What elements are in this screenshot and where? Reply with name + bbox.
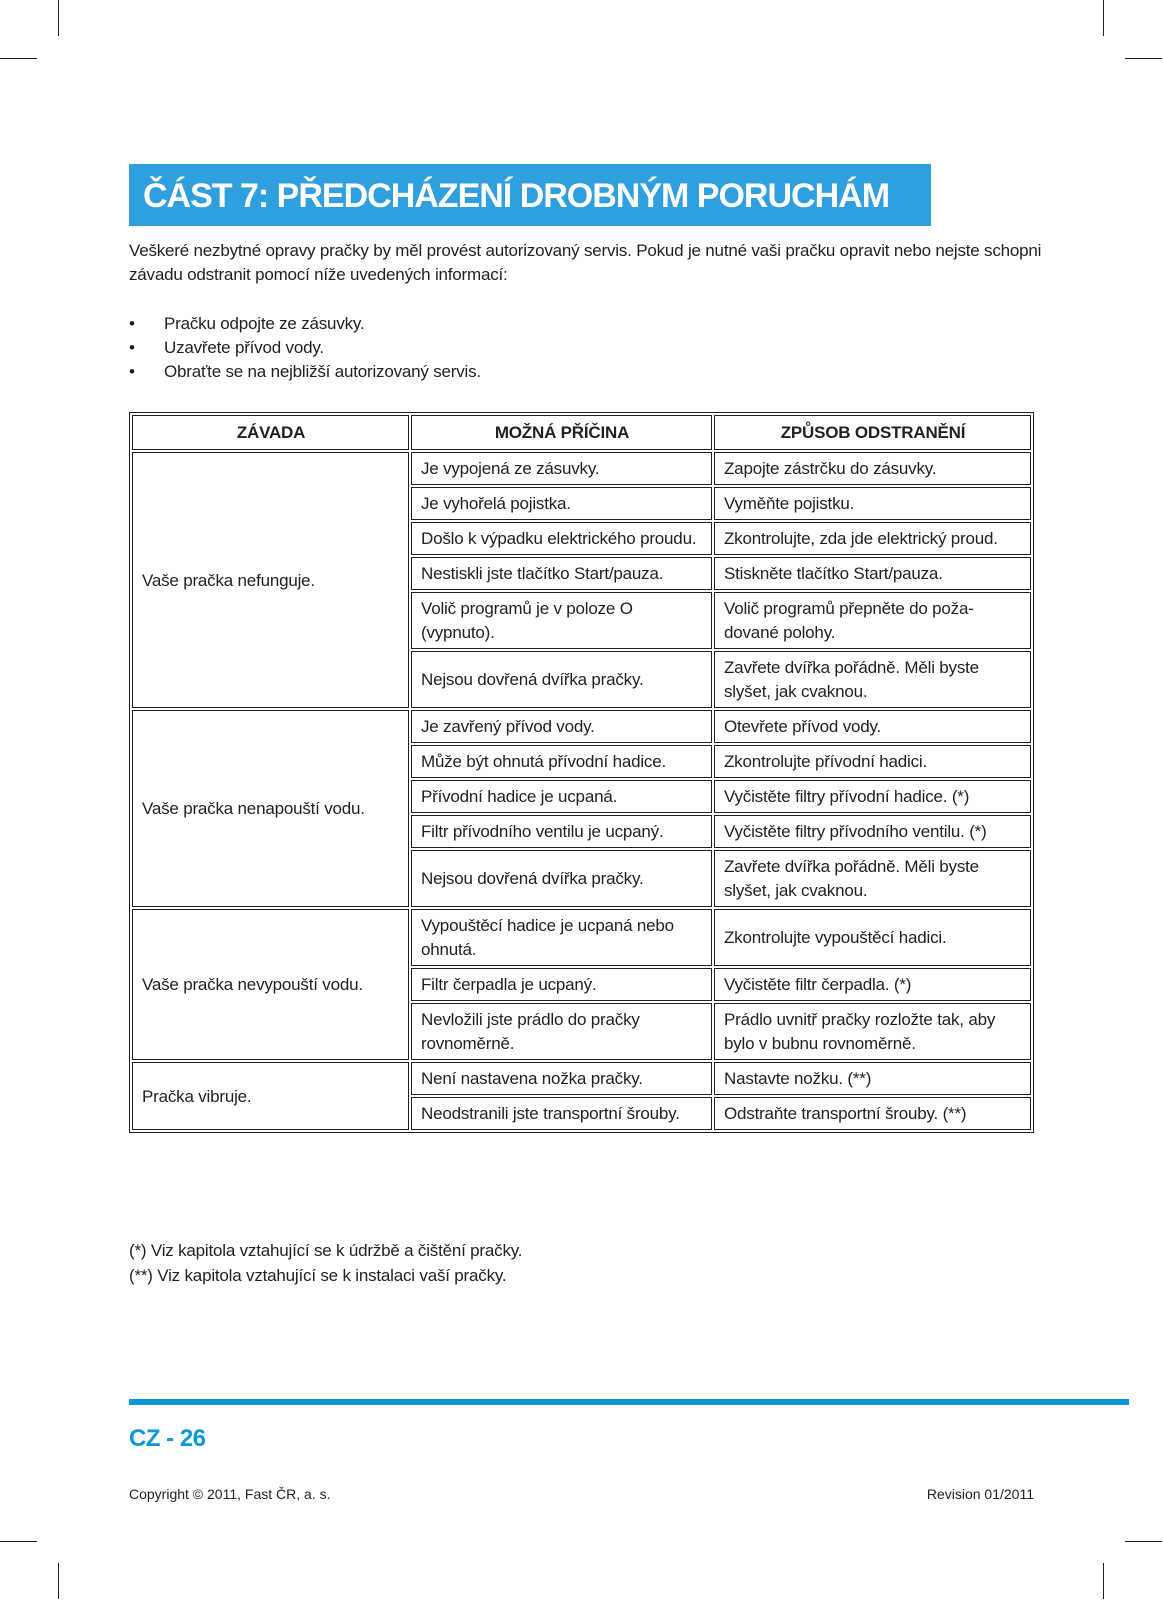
list-item: • Pračku odpojte ze zásuvky. bbox=[129, 312, 481, 336]
remedy-cell: Stiskněte tlačítko Start/pauza. bbox=[714, 557, 1031, 590]
remedy-cell: Zapojte zástrčku do zásuvky. bbox=[714, 452, 1031, 485]
crop-mark-bottom-left-h bbox=[0, 1541, 37, 1542]
remedy-cell: Zavřete dvířka pořádně. Měli byste slyšet, jak cvaknou. bbox=[714, 850, 1031, 907]
copyright: Copyright © 2011, Fast ČR, a. s. bbox=[129, 1486, 331, 1502]
troubleshooting-table bbox=[129, 412, 1034, 1133]
crop-mark-top-right-h bbox=[1125, 58, 1162, 59]
fault-cell: Vaše pračka nefunguje. bbox=[132, 452, 409, 708]
bullet-icon: • bbox=[129, 314, 135, 333]
cause-cell: Volič programů je v poloze O (vypnuto). bbox=[411, 592, 712, 649]
remedy-cell: Vyčistěte filtry přívodní hadice. (*) bbox=[714, 780, 1031, 813]
remedy-cell: Vyčistěte filtry přívodního ventilu. (*) bbox=[714, 815, 1031, 848]
table-row bbox=[132, 452, 1031, 485]
remedy-cell: Odstraňte transportní šrouby. (**) bbox=[714, 1097, 1031, 1130]
crop-mark-top-left-h bbox=[0, 58, 37, 59]
page-number: CZ - 26 bbox=[129, 1425, 206, 1452]
column-header-cause: MOŽNÁ PŘÍČINA bbox=[411, 415, 712, 450]
list-item: • Uzavřete přívod vody. bbox=[129, 336, 481, 360]
fault-cell: Pračka vibruje. bbox=[132, 1062, 409, 1130]
table-row bbox=[132, 1062, 1031, 1095]
crop-mark-bottom-left-v bbox=[58, 1563, 59, 1599]
cause-cell: Neodstranili jste transportní šrouby. bbox=[411, 1097, 712, 1130]
cause-cell: Filtr přívodního ventilu je ucpaný. bbox=[411, 815, 712, 848]
remedy-cell: Vyčistěte filtr čerpadla. (*) bbox=[714, 968, 1031, 1001]
remedy-cell: Nastavte nožku. (**) bbox=[714, 1062, 1031, 1095]
bullet-icon: • bbox=[129, 362, 135, 381]
cause-cell: Přívodní hadice je ucpaná. bbox=[411, 780, 712, 813]
crop-mark-bottom-right-v bbox=[1103, 1563, 1104, 1599]
remedy-cell: Zkontrolujte, zda jde elektrický proud. bbox=[714, 522, 1031, 555]
remedy-cell: Zavřete dvířka pořádně. Měli byste slyšet, jak cvaknou. bbox=[714, 651, 1031, 708]
table-header-row bbox=[132, 415, 1031, 450]
remedy-cell: Volič programů přepněte do poža-dované polohy. bbox=[714, 592, 1031, 649]
cause-cell: Nejsou dovřená dvířka pračky. bbox=[411, 850, 712, 907]
cause-cell: Nevložili jste prádlo do pračky rovnoměrně. bbox=[411, 1003, 712, 1060]
cause-cell: Je zavřený přívod vody. bbox=[411, 710, 712, 743]
table-row bbox=[132, 710, 1031, 743]
cause-cell: Není nastavena nožka pračky. bbox=[411, 1062, 712, 1095]
crop-mark-bottom-right-h bbox=[1125, 1541, 1162, 1542]
page-title: ČÁST 7: PŘEDCHÁZENÍ DROBNÝM PORUCHÁM bbox=[143, 177, 890, 215]
fault-cell: Vaše pračka nenapouští vodu. bbox=[132, 710, 409, 907]
cause-cell: Je vypojená ze zásuvky. bbox=[411, 452, 712, 485]
footnote: (**) Viz kapitola vztahující se k instalaci vaší pračky. bbox=[129, 1266, 507, 1285]
remedy-cell: Zkontrolujte přívodní hadici. bbox=[714, 745, 1031, 778]
cause-cell: Filtr čerpadla je ucpaný. bbox=[411, 968, 712, 1001]
cause-cell: Došlo k výpadku elektrického proudu. bbox=[411, 522, 712, 555]
section-title-bar bbox=[129, 164, 931, 226]
revision: Revision 01/2011 bbox=[926, 1486, 1034, 1502]
cause-cell: Je vyhořelá pojistka. bbox=[411, 487, 712, 520]
table-body bbox=[132, 452, 1031, 1130]
table-row bbox=[132, 909, 1031, 966]
cause-cell: Může být ohnutá přívodní hadice. bbox=[411, 745, 712, 778]
intro-paragraph: Veškeré nezbytné opravy pračky by měl provést autorizovaný servis. Pokud je nutné vaši pračku opravit nebo nejste schopni závadu odstranit pomocí níže uvedených informací: bbox=[129, 241, 1042, 284]
crop-mark-top-left-v bbox=[58, 0, 59, 36]
remedy-cell: Prádlo uvnitř pračky rozložte tak, aby bylo v bubnu rovnoměrně. bbox=[714, 1003, 1031, 1060]
list-item: • Obraťte se na nejbližší autorizovaný servis. bbox=[129, 360, 481, 384]
cause-cell: Vypouštěcí hadice je ucpaná nebo ohnutá. bbox=[411, 909, 712, 966]
footer-divider bbox=[129, 1399, 1129, 1405]
bullet-icon: • bbox=[129, 338, 135, 357]
column-header-fault: ZÁVADA bbox=[132, 415, 409, 450]
footnote: (*) Viz kapitola vztahující se k údržbě a čištění pračky. bbox=[129, 1241, 523, 1260]
fault-cell: Vaše pračka nevypouští vodu. bbox=[132, 909, 409, 1060]
crop-mark-top-right-v bbox=[1103, 0, 1104, 36]
footnotes bbox=[129, 1238, 522, 1288]
instruction-list bbox=[129, 312, 481, 384]
cause-cell: Nestiskli jste tlačítko Start/pauza. bbox=[411, 557, 712, 590]
cause-cell: Nejsou dovřená dvířka pračky. bbox=[411, 651, 712, 708]
remedy-cell: Otevřete přívod vody. bbox=[714, 710, 1031, 743]
column-header-remedy: ZPŮSOB ODSTRANĚNÍ bbox=[714, 415, 1031, 450]
remedy-cell: Zkontrolujte vypouštěcí hadici. bbox=[714, 909, 1031, 966]
remedy-cell: Vyměňte pojistku. bbox=[714, 487, 1031, 520]
